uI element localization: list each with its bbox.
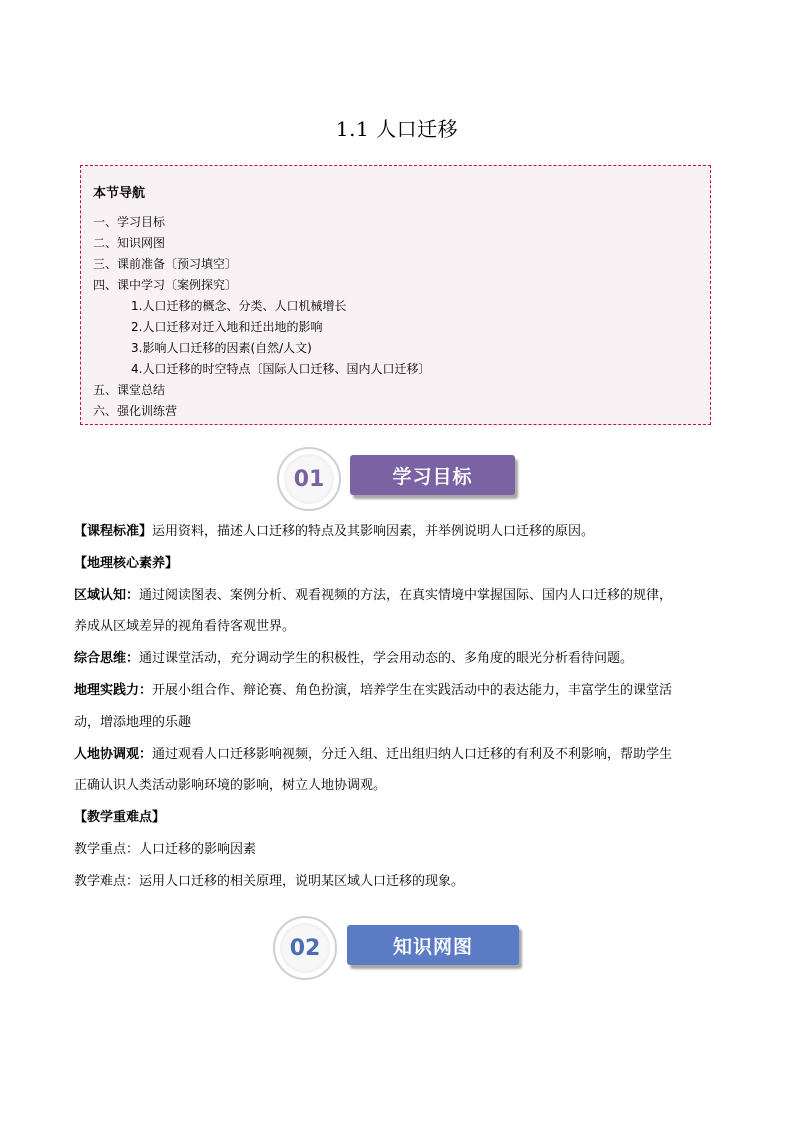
nav-heading: 本节导航: [93, 186, 146, 201]
section-title: 学习目标: [392, 465, 473, 488]
nav-item: 五、课堂总结: [93, 383, 166, 397]
synthesis-label: 综合思维：: [74, 651, 140, 666]
nav-item: 六、强化训练营: [93, 404, 178, 418]
nav-subitem: 2.人口迁移对迁入地和迁出地的影响: [131, 320, 323, 334]
nav-list: [93, 212, 710, 422]
section-number: 02: [289, 935, 321, 961]
page-title: 1.1 人口迁移: [335, 117, 459, 141]
practice-text: 开展小组合作、辩论赛、角色扮演，培养学生在实践活动中的表达能力，丰富学生的课堂活: [152, 683, 673, 698]
harmony-line-1: [74, 745, 724, 765]
practice-line-1: [74, 681, 724, 701]
section-number: 01: [293, 466, 325, 492]
region-line-1: [74, 586, 724, 606]
course-standard: [74, 522, 724, 542]
practice-label: 地理实践力：: [74, 683, 153, 698]
section-title-banner: [350, 455, 515, 495]
difficult-point: 教学难点：运用人口迁移的相关原理，说明某区域人口迁移的现象。: [74, 874, 465, 889]
nav-subitem: 4.人口迁移的时空特点〔国际人口迁移、国内人口迁移〕: [131, 362, 431, 376]
standard-text: 运用资料，描述人口迁移的特点及其影响因素，并举例说明人口迁移的原因。: [152, 524, 595, 539]
nav-item: 三、课前准备〔预习填空〕: [93, 257, 238, 271]
section-title: 知识网图: [392, 935, 473, 958]
practice-line-2: 动，增添地理的乐趣: [74, 715, 192, 730]
section-navigation-box: [80, 165, 711, 425]
section-title-banner: [347, 925, 519, 965]
region-text: 通过阅读图表、案例分析、观看视频的方法，在真实情境中掌握国际、国内人口迁移的规律，: [139, 588, 673, 603]
harmony-text: 通过观看人口迁移影响视频，分迁入组、迁出组归纳人口迁移的有利及不利影响，帮助学生: [152, 747, 673, 762]
nav-subitem: 1.人口迁移的概念、分类、人口机械增长: [131, 299, 347, 313]
key-point: 教学重点：人口迁移的影响因素: [74, 842, 257, 857]
synthesis-text: 通过课堂活动，充分调动学生的积极性，学会用动态的、多角度的眼光分析看待问题。: [139, 651, 634, 666]
harmony-label: 人地协调观：: [74, 747, 153, 762]
literacy-heading: 【地理核心素养】: [74, 556, 179, 571]
region-label: 区域认知：: [74, 588, 140, 603]
nav-item: 一、学习目标: [93, 215, 166, 229]
nav-item: 四、课中学习〔案例探究〕: [93, 278, 238, 292]
standard-label: 【课程标准】: [74, 524, 153, 539]
synthesis-line: [74, 649, 724, 669]
key-difficult-heading: 【教学重难点】: [74, 810, 166, 825]
section-number-badge: [277, 447, 341, 511]
section-number-badge: [273, 916, 337, 980]
region-line-2: 养成从区域差异的视角看待客观世界。: [74, 619, 296, 634]
nav-item: 二、知识网图: [93, 236, 166, 250]
harmony-line-2: 正确认识人类活动影响环境的影响，树立人地协调观。: [74, 778, 387, 793]
nav-subitem: 3.影响人口迁移的因素(自然/人文): [131, 341, 312, 355]
